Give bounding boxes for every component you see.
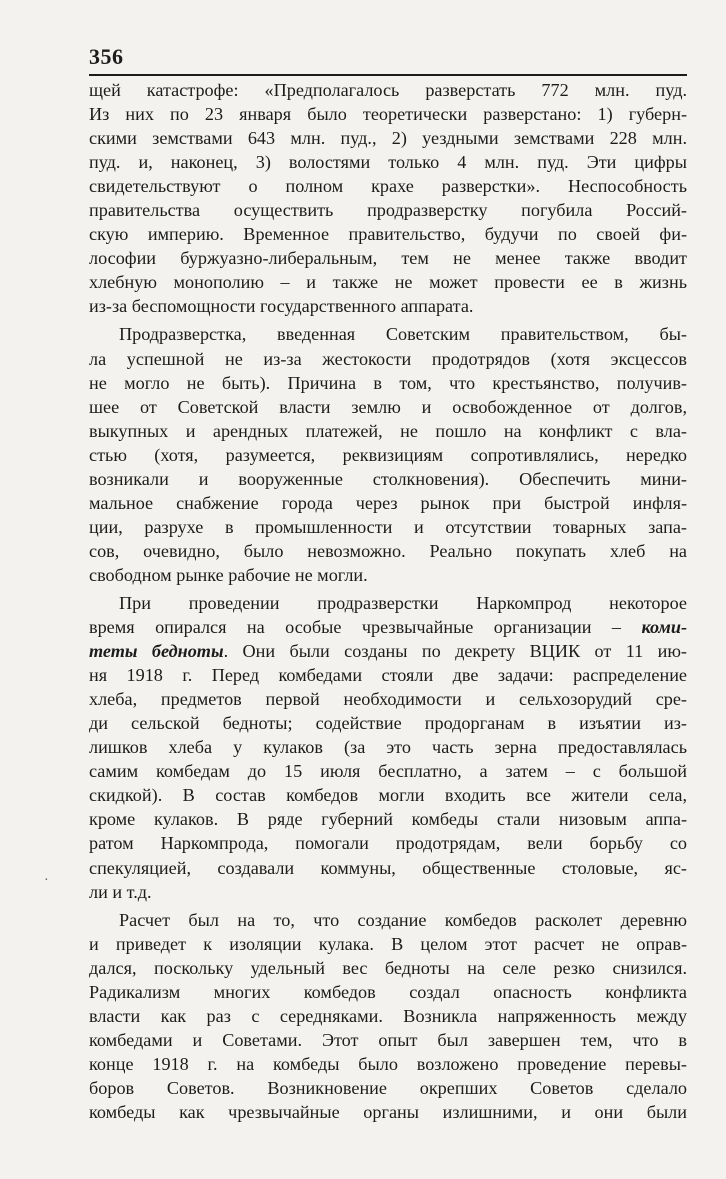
text-line: хлебную монополию – и также не может провести ее в жизнь — [89, 272, 687, 293]
text-line: шее от Советской власти землю и освобожденное от долгов, — [89, 396, 687, 417]
text-line: кроме кулаков. В ряде губерний комбеды стали низовым аппа- — [89, 809, 687, 830]
text-line: лишков хлеба у кулаков (за это часть зерна предоставлялась — [89, 737, 687, 758]
text-line: хлеба, предметов первой необходимости и сельхозорудий сре- — [89, 689, 687, 710]
text-line: правительства осуществить продразверстку погубила Россий- — [89, 200, 687, 221]
text-line: ла успешной не из-за жестокости продотрядов (хотя эксцессов — [89, 348, 687, 369]
text-line: пуд. и, наконец, 3) волостями только 4 млн. пуд. Эти цифры — [89, 152, 687, 173]
text-line: самим комбедам до 15 июля бесплатно, а затем – с большой — [89, 761, 687, 782]
text-line: стью (хотя, разумеется, реквизициям сопротивлялись, нередко — [89, 444, 687, 465]
text-line: власти как раз с середняками. Возникла напряженность между — [89, 1005, 687, 1026]
text-line: возникали и вооруженные столкновения). Обеспечить мини- — [89, 468, 687, 489]
text-line: ции, разрухе в промышленности и отсутствии товарных запа- — [89, 516, 687, 537]
text-line — [89, 615, 687, 639]
text-line: Радикализм многих комбедов создал опасность конфликта — [89, 981, 687, 1002]
text-line: Из них по 23 января было теоретически разверстано: 1) губерн- — [89, 104, 687, 125]
text-block — [89, 78, 687, 1124]
text-line: боров Советов. Возникновение окрепших Советов сделало — [89, 1077, 687, 1098]
margin-mark: · — [44, 873, 49, 888]
text-line: свободном рынке рабочие не могли. — [89, 564, 368, 585]
text-line: Расчет был на то, что создание комбедов расколет деревню — [119, 909, 687, 930]
text-line: лософии буржуазно-либеральным, тем не менее также вводит — [89, 248, 687, 269]
text-line: щей катастрофе: «Предполагалось разверстать 772 млн. пуд. — [89, 80, 687, 100]
text-line: выкупных и арендных платежей, не пошло на конфликт с вла- — [89, 420, 687, 441]
text-line: не могло не быть). Причина в том, что крестьянство, получив- — [89, 372, 687, 393]
emphasis-term: коми- — [641, 617, 687, 638]
text-line: ли и т.д. — [89, 881, 152, 902]
paragraph-2 — [89, 322, 687, 587]
text-fragment: время опирался на особые чрезвычайные организации – — [89, 617, 621, 638]
text-line: комбедами и Советами. Этот опыт был завершен тем, что в — [89, 1029, 687, 1050]
paragraph-3 — [89, 591, 687, 904]
paragraph-1 — [89, 78, 687, 318]
emphasis-term: теты бедноты — [89, 641, 224, 662]
header-rule — [89, 74, 687, 76]
text-line: скую империю. Временное правительство, будучи по своей фи- — [89, 224, 687, 245]
text-line: скими земствами 643 млн. пуд., 2) уездными земствами 228 млн. — [89, 128, 687, 149]
text-line: конце 1918 г. на комбеды было возложено проведение перевы- — [89, 1053, 687, 1074]
paragraph-4 — [89, 908, 687, 1124]
text-line: ратом Наркомпрода, помогали продотрядам, вели борьбу со — [89, 833, 687, 854]
text-line: Продразверстка, введенная Советским правительством, бы- — [119, 324, 687, 345]
text-line: При проведении продразверстки Наркомпрод некоторое — [119, 592, 687, 613]
text-line: ди сельской бедноты; содействие продорганам в изъятии из- — [89, 713, 687, 734]
text-line: дался, поскольку удельный вес бедноты на селе резко снизился. — [89, 957, 687, 978]
text-line: спекуляцией, создавали коммуны, общественные столовые, яс- — [89, 857, 687, 878]
text-line: комбеды как чрезвычайные органы излишними, и они были — [89, 1101, 687, 1122]
text-line: сов, очевидно, было невозможно. Реально покупать хлеб на — [89, 540, 687, 561]
text-line: ня 1918 г. Перед комбедами стояли две задачи: распределение — [89, 665, 687, 686]
text-line: свидетельствуют о полном крахе разверстки». Неспособность — [89, 176, 687, 197]
page-number: 356 — [89, 44, 124, 69]
text-line: из-за беспомощности государственного аппарата. — [89, 296, 474, 317]
text-fragment: . Они были созданы по декрету ВЦИК от 11 ию- — [223, 641, 687, 662]
text-line — [89, 639, 687, 663]
text-line: мальное снабжение города через рынок при быстрой инфля- — [89, 492, 687, 513]
text-line: скидкой). В состав комбедов могли входить все жители села, — [89, 785, 687, 806]
text-line: и приведет к изоляции кулака. В целом этот расчет не оправ- — [89, 933, 687, 954]
